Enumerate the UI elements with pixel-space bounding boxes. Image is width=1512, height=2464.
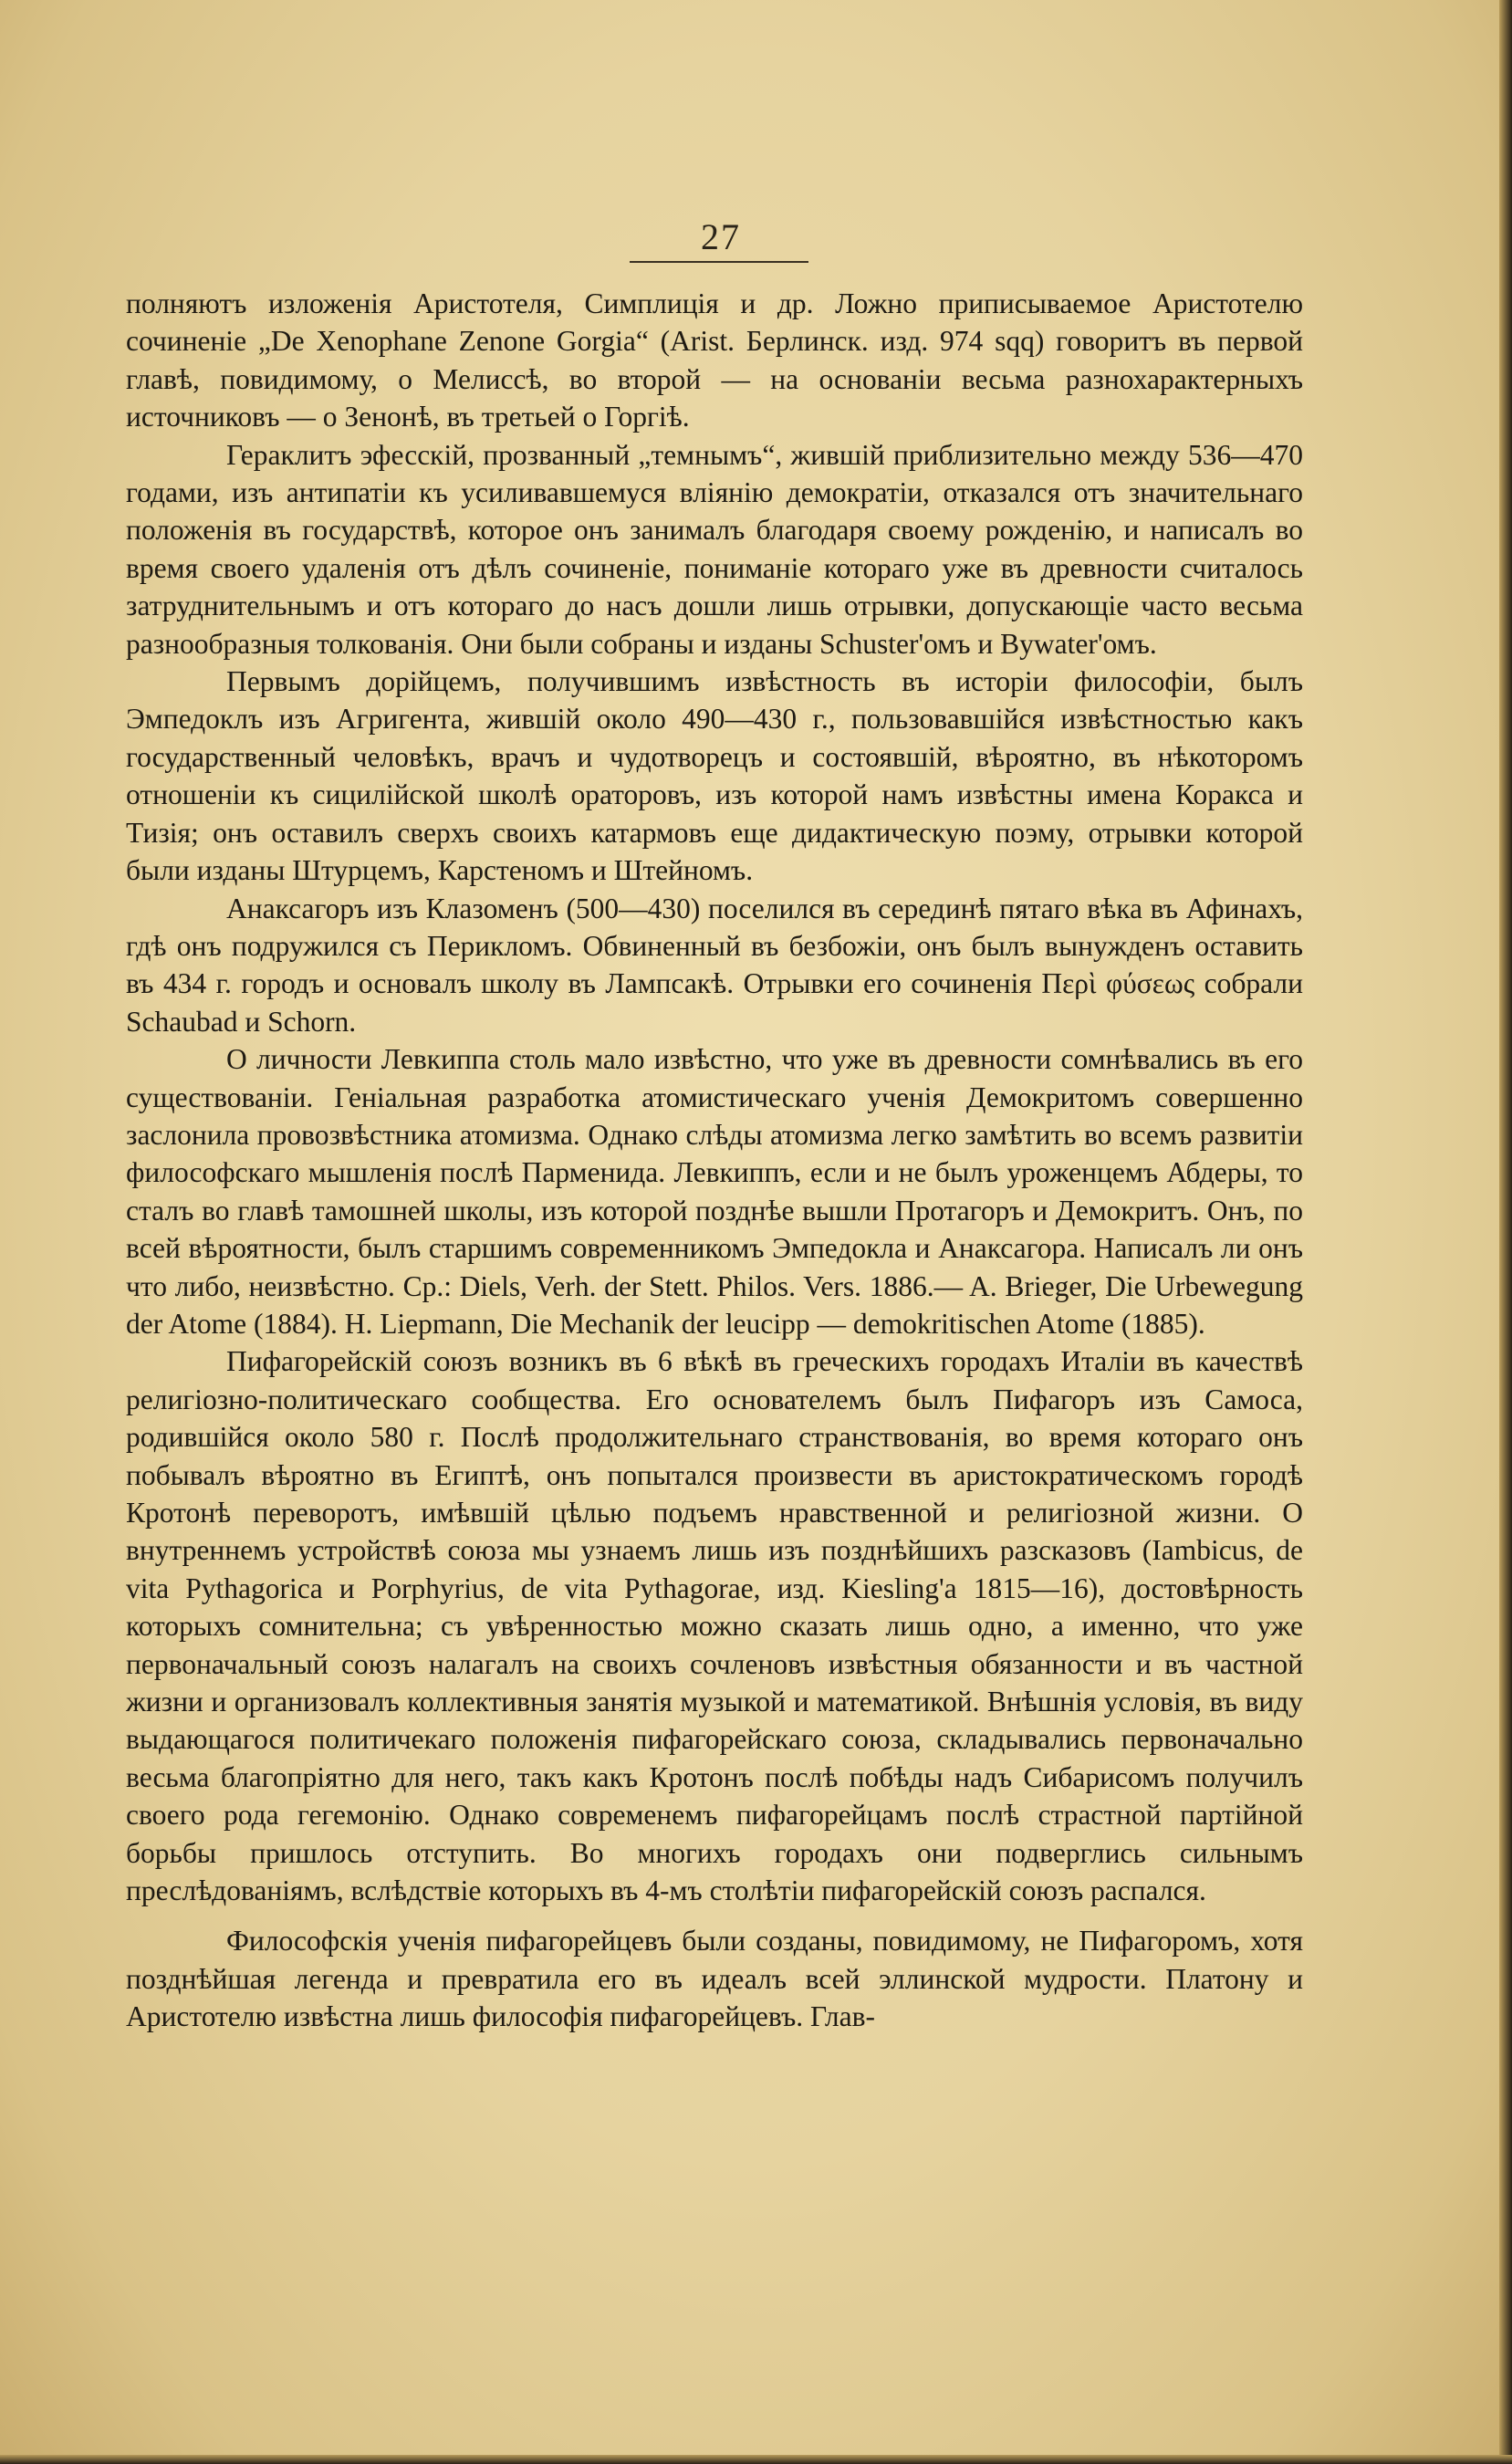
page-edge-bottom <box>0 2455 1512 2464</box>
paragraph-pythagorean-doctrines: Философскія ученія пифагорейцевъ были созданы, повидимому, не Пифагоромъ, хотя позднѣйшая легенда и превратила его въ идеалъ всей эллинской мудрости. Платону и Аристотелю извѣстна лишь философія пифагорейцевъ. Глав- <box>126 1925 1303 2033</box>
header-rule <box>630 261 808 263</box>
paragraph-leucippus: О личности Левкиппа столь мало извѣстно, что уже въ древности сомнѣвались въ его существованіи. Геніальная разработка атомистическаго ученія Демокритомъ совершенно заслонила провозвѣстника атомизма. Однако слѣды атомизма легко замѣтить во всемъ развитіи философскаго мышленія послѣ Парменида. Левкиппъ, если и не былъ уроженцемъ Абдеры, то сталъ во главѣ тамошней школы, изъ которой позднѣе вышли Протагоръ и Демокритъ. Онъ, по всей вѣроятности, былъ старшимъ современникомъ Эмпедокла и Анаксагора. Написалъ ли онъ что либо, неизвѣстно. Ср.: Diels, Verh. der Stett. Philos. Vers. 1886.— A. Brieger, Die Urbewegung der Atome (1884). H. Liepmann, Die Mechanik der leucipp — demokritischen Atome (1885). <box>126 1043 1303 1340</box>
body-text <box>126 285 1303 2036</box>
paragraph-pythagorean-union: Пифагорейскій союзъ возникъ въ 6 вѣкѣ въ греческихъ городахъ Италіи въ качествѣ религіозно-политическаго сообщества. Его основателемъ былъ Пифагоръ изъ Самоса, родившійся около 580 г. Послѣ продолжительнаго странствованія, во время котораго онъ побывалъ вѣроятно въ Египтѣ, онъ попытался произвести въ аристократическомъ городѣ Кротонѣ переворотъ, имѣвшій цѣлью подъемъ нравственной и религіозной жизни. О внутреннемъ устройствѣ союза мы узнаемъ лишь изъ позднѣйшихъ разсказовъ (Iambicus, de vita Pythagorica и Porphyrius, de vita Pythagorae, изд. Kiesling'а 1815—16), достовѣрность которыхъ сомнительна; съ увѣренностью можно сказать лишь одно, а именно, что уже первоначальный союзъ налагалъ на своихъ сочленовъ извѣстныя обязанности и въ частной жизни и организовалъ коллективныя занятія музыкой и математикой. Внѣшнія условія, въ виду выдающагося политичекаго положенія пифагорейскаго союза, складывались первоначально весьма благопріятно для него, такъ какъ Кротонъ послѣ побѣды надъ Сибарисомъ получилъ своего рода гегемонію. Однако современемъ пифагорейцамъ послѣ страстной партійной борьбы пришлось отступить. Во многихъ городахъ они подверглись сильнымъ преслѣдованіямъ, вслѣдствіе которыхъ въ 4-мъ столѣтіи пифагорейскій союзъ распался. <box>126 1345 1303 1907</box>
paragraph-heraclitus: Гераклитъ эфесскій, прозванный „темнымъ“, жившій приблизительно между 536—470 годами, изъ антипатіи къ усиливавшемуся вліянію демократіи, отказался отъ значительнаго положенія въ государствѣ, которое онъ занималъ благодаря своему рожденію, и написалъ во время своего удаленія отъ дѣлъ сочиненіе, пониманіе котораго уже въ древности считалось затруднительнымъ и отъ котораго до насъ дошли лишь отрывки, допускающіе часто весьма разнообразныя толкованія. Они были собраны и изданы Schuster'омъ и Bywater'омъ. <box>126 438 1303 660</box>
paragraph-aristotle-sources: полняютъ изложенія Аристотеля, Симплиція и др. Ложно приписываемое Аристотелю сочиненіе „De Xenophane Zenone Gorgia“ (Arist. Берлинск. изд. 974 sqq) говоритъ въ первой главѣ, повидимому, о Мелиссѣ, во второй — на основаніи весьма разнохарактерныхъ источниковъ — о Зенонѣ, въ третьей о Горгіѣ. <box>126 287 1303 433</box>
paragraph-empedocles: Первымъ дорійцемъ, получившимъ извѣстность въ исторіи философіи, былъ Эмпедоклъ изъ Агригента, жившій около 490—430 г., пользовавшійся извѣстностью какъ государственный человѣкъ, врачъ и чудотворецъ и состоявшій, вѣроятно, въ нѣкоторомъ отношеніи къ сицилійской школѣ ораторовъ, изъ которой намъ извѣстны имена Коракса и Тизія; онъ оставилъ сверхъ своихъ катармовъ еще дидактическую поэму, отрывки которой были изданы Штурцемъ, Карстеномъ и Штейномъ. <box>126 665 1303 887</box>
paragraph-anaxagoras: Анаксагоръ изъ Клазоменъ (500—430) поселился въ серединѣ пятаго вѣка въ Афинахъ, гдѣ онъ подружился съ Перикломъ. Обвиненный въ безбожіи, онъ былъ вынужденъ оставить въ 434 г. городъ и основалъ школу въ Лампсакѣ. Отрывки его сочиненія Περὶ φύσεως собрали Schaubad и Schorn. <box>126 892 1303 1038</box>
page-edge-right <box>1499 0 1512 2464</box>
page-number: 27 <box>701 216 741 257</box>
